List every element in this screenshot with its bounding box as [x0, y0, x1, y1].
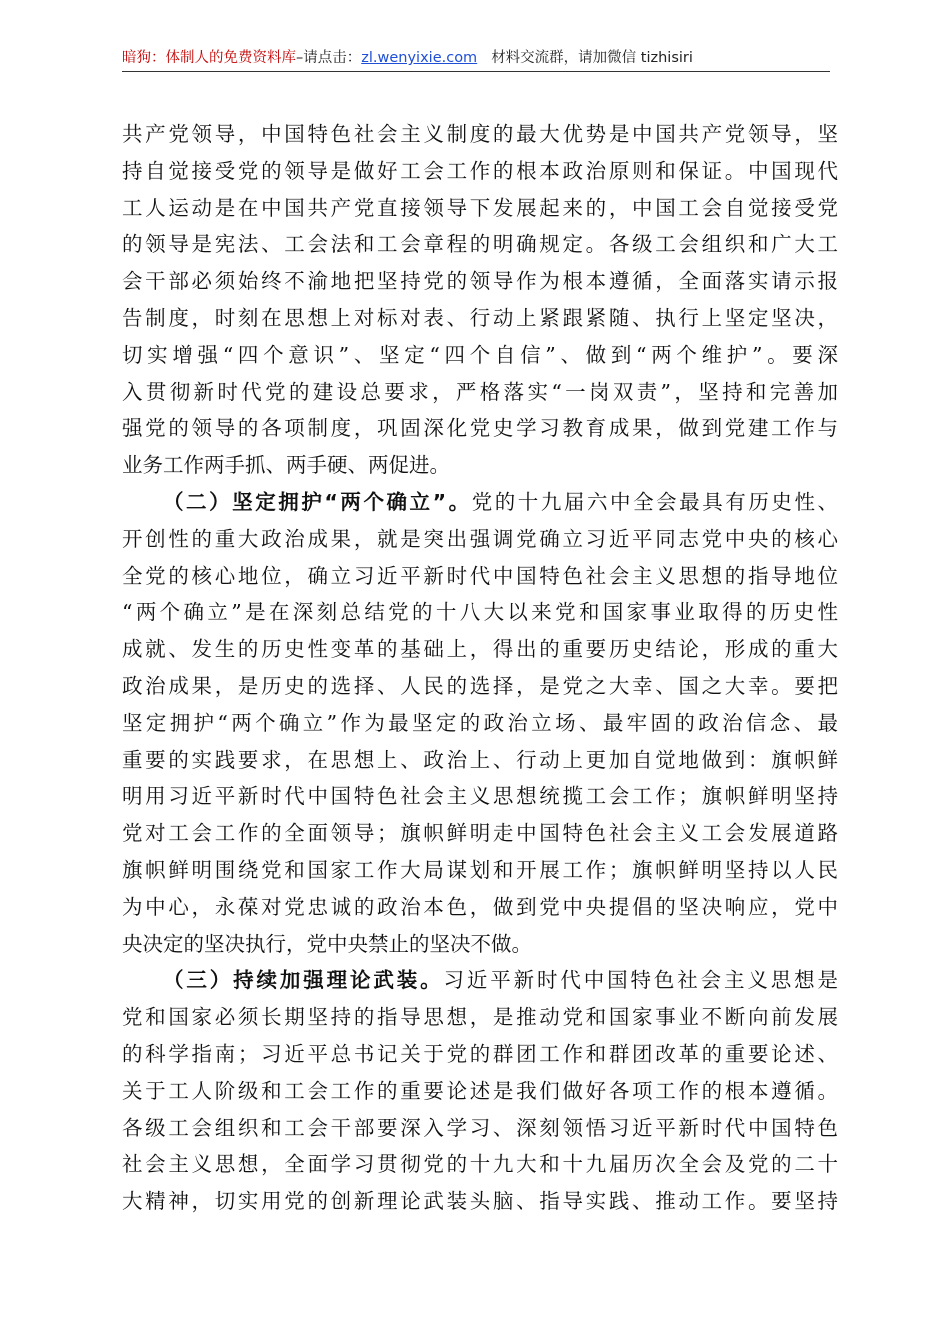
text-line: 党和国家必须长期坚持的指导思想，是推动党和国家事业不断向前发展	[122, 1005, 838, 1030]
paragraph-first-line	[122, 962, 838, 999]
text-line: 社会主义思想，全面学习贯彻党的十九大和十九届历次全会及党的二十	[122, 1152, 838, 1177]
header-link[interactable]: zl.wenyixie.com	[361, 50, 478, 66]
text-line: 共产党领导，中国特色社会主义制度的最大优势是中国共产党领导，坚	[122, 122, 838, 146]
text-line: 的科学指南；习近平总书记关于党的群团工作和群团改革的重要论述、	[122, 1041, 838, 1066]
paragraph-2	[122, 484, 838, 962]
header-divider	[122, 71, 830, 72]
text-line: 业务工作两手抓、两手硬、两促进。	[122, 453, 450, 478]
text-line: 央决定的坚决执行，党中央禁止的坚决不做。	[122, 931, 532, 956]
text-line: 旗帜鲜明围绕党和国家工作大局谋划和开展工作；旗帜鲜明坚持以人民	[122, 857, 838, 882]
paragraph-first-line	[122, 484, 838, 521]
page-header	[122, 46, 830, 70]
text-line: 的领导是宪法、工会法和工会章程的明确规定。各级工会组织和广大工	[122, 232, 838, 257]
paragraph-3	[122, 962, 838, 1220]
text-line: 党对工会工作的全面领导；旗帜鲜明走中国特色社会主义工会发展道路	[122, 821, 838, 846]
text-line: 大精神，切实用党的创新理论武装头脑、指导实践、推动工作。要坚持	[122, 1189, 838, 1214]
text-line: “两个确立”是在深刻总结党的十八大以来党和国家事业取得的历史性	[122, 600, 838, 625]
header-brand: 暗狗：体制人的免费资料库	[122, 50, 296, 66]
heading-rest: 党的十九届六中全会最具有历史性、	[471, 489, 838, 514]
text-line: 全党的核心地位，确立习近平新时代中国特色社会主义思想的指导地位	[122, 563, 838, 588]
text-line: 政治成果，是历史的选择、人民的选择，是党之大幸、国之大幸。要把	[122, 673, 838, 698]
header-wechat: 材料交流群，请加微信 tizhisiri	[491, 50, 693, 66]
text-line: 明用习近平新时代中国特色社会主义思想统揽工会工作；旗帜鲜明坚持	[122, 784, 838, 809]
section-heading: （二）坚定拥护“两个确立”。	[163, 489, 472, 514]
section-heading: （三）持续加强理论武装。	[163, 968, 444, 993]
paragraph-1	[122, 116, 838, 484]
text-line: 开创性的重大政治成果，就是突出强调党确立习近平同志党中央的核心	[122, 526, 838, 551]
text-line: 入贯彻新时代党的建设总要求，严格落实“一岗双责”，坚持和完善加	[122, 379, 838, 404]
text-line: 各级工会组织和工会干部要深入学习、深刻领悟习近平新时代中国特色	[122, 1115, 838, 1140]
text-line: 工人运动是在中国共产党直接领导下发展起来的，中国工会自觉接受党	[122, 195, 838, 220]
text-line: 告制度，时刻在思想上对标对表、行动上紧跟紧随、执行上坚定坚决，	[122, 305, 838, 330]
text-line: 关于工人阶级和工会工作的重要论述是我们做好各项工作的根本遵循。	[122, 1078, 838, 1103]
text-line: 重要的实践要求，在思想上、政治上、行动上更加自觉地做到：旗帜鲜	[122, 747, 838, 772]
document-body	[122, 116, 838, 1220]
text-line: 为中心，永葆对党忠诚的政治本色，做到党中央提倡的坚决响应，党中	[122, 894, 838, 919]
text-line: 坚定拥护“两个确立”作为最坚定的政治立场、最牢固的政治信念、最	[122, 710, 838, 735]
text-line: 成就、发生的历史性变革的基础上，得出的重要历史结论，形成的重大	[122, 637, 838, 662]
text-line: 会干部必须始终不渝地把坚持党的领导作为根本遵循，全面落实请示报	[122, 269, 838, 294]
text-line: 强党的领导的各项制度，巩固深化党史学习教育成果，做到党建工作与	[122, 416, 838, 441]
heading-rest: 习近平新时代中国特色社会主义思想是	[443, 968, 838, 993]
text-line: 持自觉接受党的领导是做好工会工作的根本政治原则和保证。中国现代	[122, 158, 838, 183]
header-click-prefix: –请点击：	[296, 50, 362, 66]
text-line: 切实增强“四个意识”、坚定“四个自信”、做到“两个维护”。要深	[122, 342, 838, 367]
